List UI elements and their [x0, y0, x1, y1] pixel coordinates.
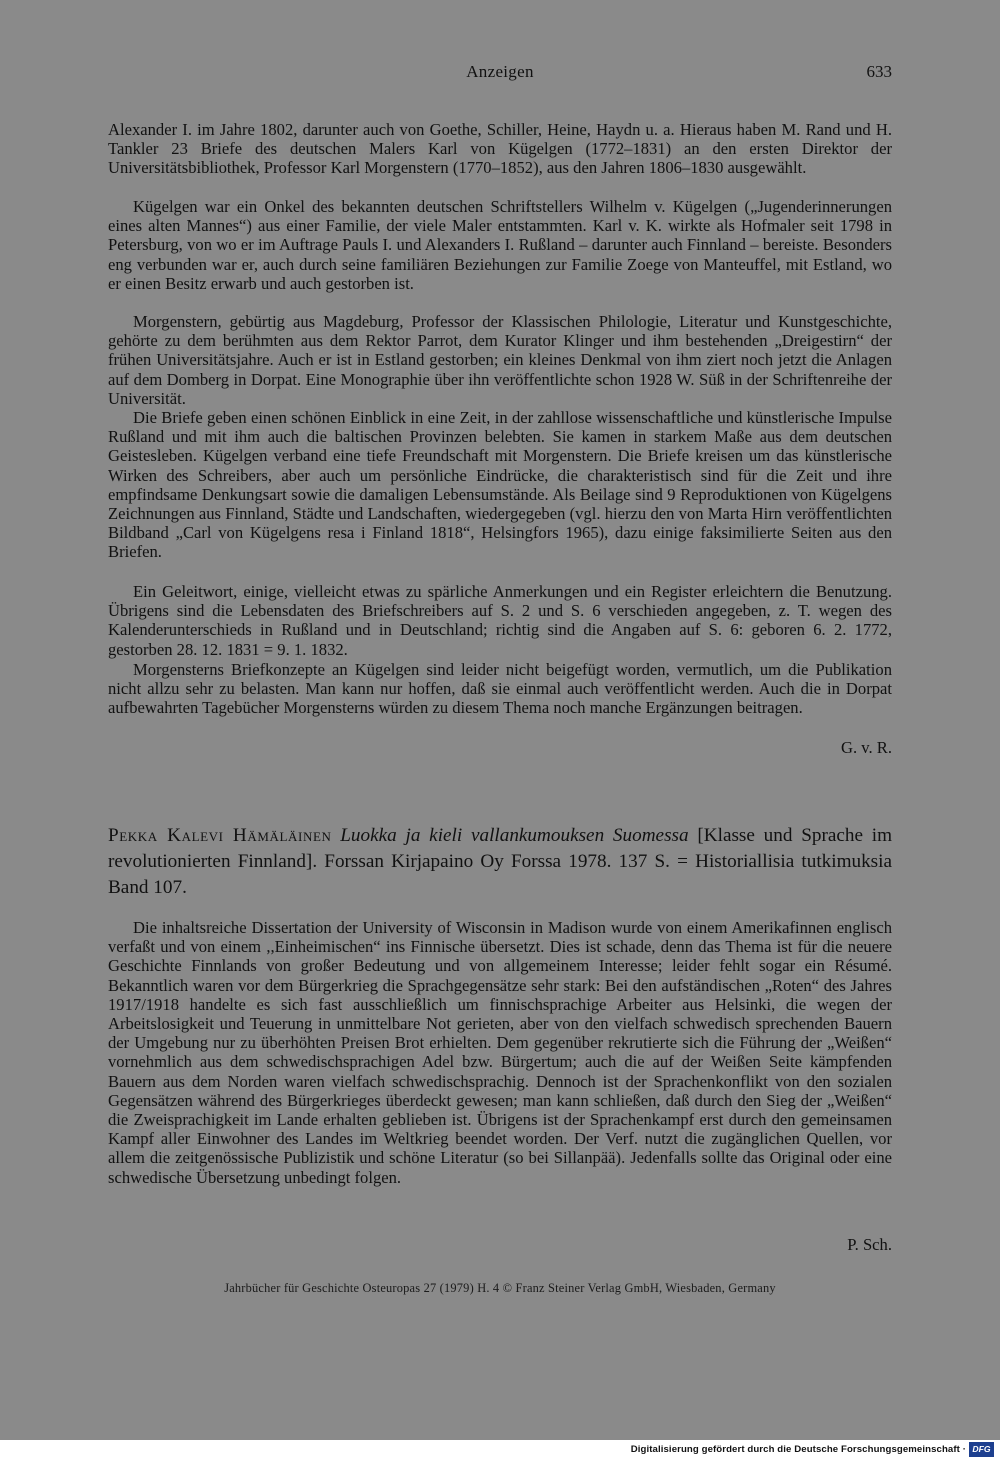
review1-paragraph-3: Morgenstern, gebürtig aus Magdeburg, Professor der Klassischen Philologie, Literatur und Kunstgeschichte, gehörte zu dem berühmten aus dem Rektor Parrot, dem Kurator Klinger und ihm bestehenden „Dreigestirn“ der frühen Universitätsjahre. Auch er ist in Estland gestorben; ein kleines Denkmal von ihm ziert noch jetzt die Anlagen auf dem Domberg in Dorpat. Eine Monographie über ihn veröffentlichte schon 1928 W. Süß in der Schriftenreihe der Universität. [108, 312, 892, 408]
review1-paragraph-4: Die Briefe geben einen schönen Einblick in eine Zeit, in der zahllose wissenschaftliche und künstlerische Impulse Rußland und mit ihm auch die baltischen Provinzen belebten. Sie kamen in starkem Maße aus dem deutschen Geistesleben. Kügelgen verband eine tiefe Freundschaft mit Morgenstern. Die Briefe kreisen um das künstlerische Wirken des Schreibers, aber auch um persönliche Eindrücke, die charakteristisch sind für die Zeit und ihre empfindsame Denkungsart sowie die damaligen Lebensumstände. Als Beilage sind 9 Reproduktionen von Kügelgens Zeichnungen aus Finnland, Städte und Landschaften, wiedergegeben (vgl. hierzu den von Marta Hirn veröffentlichten Bildband „Carl von Kügelgens resa i Finland 1818“, Helsingfors 1965), dazu einige faksimilierte Seiten aus den Briefen. [108, 408, 892, 562]
page-number: 633 [866, 62, 892, 81]
review2-paragraph: Die inhaltsreiche Dissertation der University of Wisconsin in Madison wurde von einem Amerikafinnen englisch verfaßt und von einem ,,Einheimischen“ ins Finnische übersetzt. Dies ist schade, denn das Thema ist für die neuere Geschichte Finnlands von großer Bedeutung und von allgemeinem Interesse; leider fehlt sogar ein Résumé. Bekanntlich waren vor dem Bürgerkrieg die Sprachgegensätze sehr stark: Bei den aufständischen „Roten“ des Jahres 1917/1918 handelte es sich fast ausschließlich um finnischsprachige Arbeiter aus Helsinki, die wegen der Arbeitslosigkeit und Teuerung in unmittelbare Not gerieten, aber von den vielfach schwedisch sprechenden Bauern der Umgebung nur zu überhöhten Preisen Brot erhielten. Dem gegenüber rekrutierte sich die Führung der „Weißen“ vornehmlich aus dem schwedischsprachigen Adel bzw. Bürgertum; auch die auf der Weißen Seite kämpfenden Bauern aus dem Norden waren vielfach schwedischsprachig. Dennoch ist der Sprachenkonflikt von den sozialen Gegensätzen während des Bürgerkrieges überdeckt gewesen; man kann schließen, daß durch den Sieg der „Weißen“ die Zweisprachigkeit im Lande erhalten geblieben ist. Übrigens ist der Sprachenkampf erst durch den gemeinsamen Kampf aller Einwohner des Landes im Weltkrieg beendet worden. Der Verf. nutzt die zugänglichen Quellen, vor allem die zeitgenössische Publizistik und schöne Literatur (so bei Sillanpää). Jedenfalls sollte das Original oder eine schwedische Übersetzung unbedingt folgen. [108, 918, 892, 1187]
dfg-logo[interactable]: DFG [969, 1442, 994, 1457]
review2-publication-details: [Klasse und Sprache im revolutionierten Finnland]. Forssan Kirjapaino Oy Forssa 1978. 137 S. = Historiallisia tutkimuksia Band 107. [108, 825, 892, 898]
review2-signature: P. Sch. [847, 1235, 892, 1254]
digitization-credit-bar [0, 1440, 1000, 1462]
review2-author: Pekka Kalevi Hämäläinen [108, 825, 332, 846]
review2-book-title: Luokka ja kieli vallankumouksen Suomessa [340, 825, 689, 846]
running-header [108, 62, 892, 86]
review1-paragraph-5: Ein Geleitwort, einige, vielleicht etwas zu spärliche Anmerkungen und ein Register erleichtern die Benutzung. Übrigens sind die Lebensdaten des Briefschreibers auf S. 2 und S. 6 verschieden angegeben, z. T. wegen des Kalenderunterschieds in Rußland und in Deutschland; richtig sind die Angaben auf S. 6: geboren 6. 2. 1772, gestorben 28. 12. 1831 = 9. 1. 1832. [108, 582, 892, 659]
review1-paragraph-6: Morgensterns Briefkonzepte an Kügelgen sind leider nicht beigefügt worden, vermutlich, um die Publikation nicht allzu sehr zu belasten. Man kann nur hoffen, daß sie einmal auch veröffentlicht werden. Auch die in Dorpat aufbewahrten Tagebücher Morgensterns würden zu diesem Thema noch manche Ergänzungen beitragen. [108, 660, 892, 718]
running-title: Anzeigen [466, 62, 534, 81]
review2-bibliographic-heading [108, 823, 892, 901]
review1-paragraph-1: Alexander I. im Jahre 1802, darunter auch von Goethe, Schiller, Heine, Haydn u. a. Hieraus haben M. Rand und H. Tankler 23 Briefe des deutschen Malers Karl von Kügelgen (1772–1831) an den ersten Direktor der Universitätsbibliothek, Professor Karl Morgenstern (1770–1852), aus den Jahren 1806–1830 ausgewählt. [108, 120, 892, 178]
journal-citation-footer: Jahrbücher für Geschichte Osteuropas 27 (1979) H. 4 © Franz Steiner Verlag GmbH, Wiesbaden, Germany [224, 1281, 776, 1295]
funding-note: Digitalisierung gefördert durch die Deutsche Forschungsgemeinschaft · [630, 1444, 966, 1455]
review1-signature: G. v. R. [840, 738, 892, 757]
review1-paragraph-2: Kügelgen war ein Onkel des bekannten deutschen Schriftstellers Wilhelm v. Kügelgen („Jugenderinnerungen eines alten Mannes“) aus einer Familie, der viele Maler entstammten. Karl v. K. wirkte als Hofmaler seit 1798 in Petersburg, von wo er im Auftrage Pauls I. und Alexanders I. Rußland – darunter auch Finnland – bereiste. Besonders eng verbunden war er, auch durch seine familiären Beziehungen zur Familie Zoege von Manteuffel, mit Estland, wo er einen Besitz erwarb und auch gestorben ist. [108, 197, 892, 293]
